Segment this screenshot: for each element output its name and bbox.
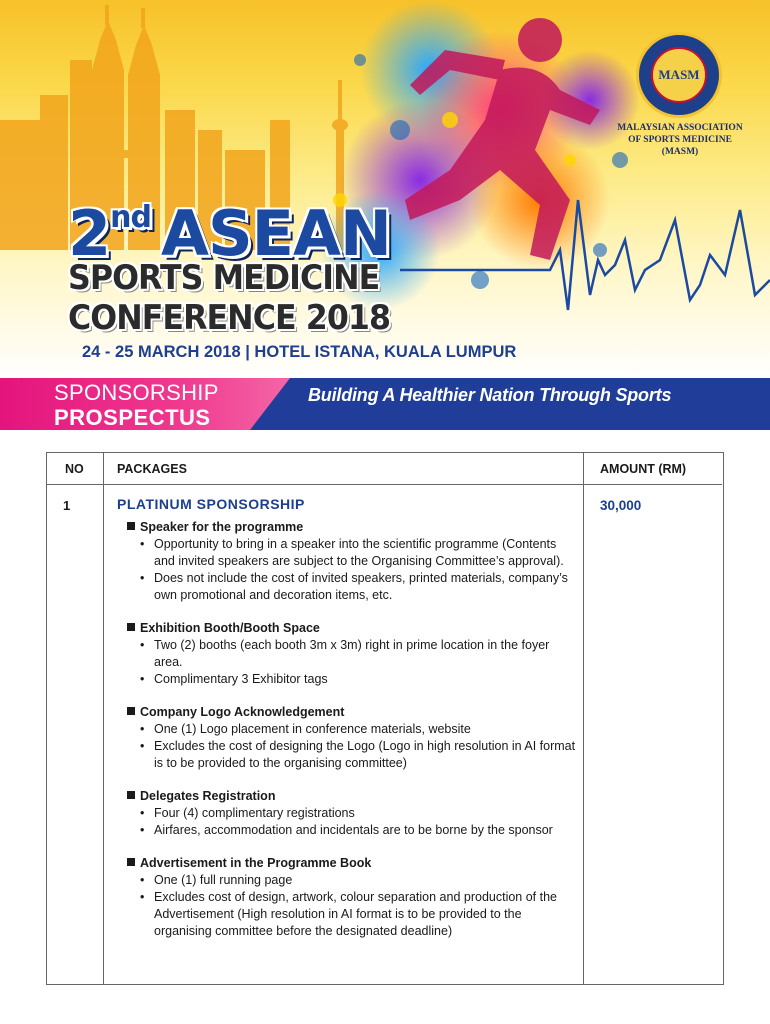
masm-logo-text: MASM (658, 67, 700, 82)
column-header-amount: AMOUNT (RM) (600, 462, 687, 476)
heartbeat-line-illustration (400, 180, 770, 320)
benefit-item: • Four (4) complimentary registrations (140, 805, 577, 822)
benefit-section (127, 788, 577, 839)
benefit-items (140, 805, 577, 839)
benefits-list (127, 519, 577, 956)
benefit-title: Exhibition Booth/Booth Space (140, 621, 320, 635)
conference-title-line2: CONFERENCE 2018 (68, 298, 391, 338)
benefit-item: • Does not include the cost of invited speakers, printed materials, company’s own promotional and decoration items, etc. (140, 570, 577, 604)
ordinal-number: 2 (68, 197, 111, 270)
package-amount: 30,000 (600, 498, 642, 513)
column-divider (103, 453, 104, 984)
masm-emblem (651, 47, 707, 103)
ordinal-suffix: nd (110, 200, 151, 235)
column-header-no: NO (65, 462, 84, 476)
column-divider (583, 453, 584, 984)
benefit-title: Delegates Registration (140, 789, 276, 803)
benefit-section (127, 704, 577, 772)
benefit-item: • One (1) Logo placement in conference materials, website (140, 721, 577, 738)
benefit-item: • Airfares, accommodation and incidentals are to be borne by the sponsor (140, 822, 577, 839)
org-name-line3: (MASM) (661, 147, 699, 157)
benefit-item: • Opportunity to bring in a speaker into the scientific programme (Contents and invited speakers are subject to the Organising Committee’s approval). (140, 536, 577, 570)
benefit-title: Advertisement in the Programme Book (140, 856, 372, 870)
masm-logo (636, 32, 722, 118)
benefit-section (127, 855, 577, 940)
prospectus-label: PROSPECTUS (54, 405, 211, 430)
conference-title-main (68, 182, 391, 270)
benefit-section (127, 519, 577, 604)
benefit-item: • Complimentary 3 Exhibitor tags (140, 671, 577, 688)
square-bullet-icon (127, 707, 135, 715)
event-details: 24 - 25 MARCH 2018 | HOTEL ISTANA, KUALA LUMPUR (82, 343, 517, 361)
benefit-items (140, 536, 577, 604)
org-name (610, 122, 750, 158)
square-bullet-icon (127, 623, 135, 631)
benefit-items (140, 637, 577, 688)
square-bullet-icon (127, 522, 135, 530)
row-number: 1 (63, 498, 71, 513)
org-name-line2: OF SPORTS MEDICINE (628, 135, 732, 145)
column-header-packages: PACKAGES (117, 462, 187, 476)
benefit-title: Company Logo Acknowledgement (140, 705, 345, 719)
benefit-section (127, 620, 577, 688)
benefit-item: • Excludes cost of design, artwork, colour separation and production of the Advertisement (High resolution in AI format is to be provided to the organising committee before the designated deadline) (140, 889, 577, 940)
benefit-title: Speaker for the programme (140, 520, 304, 534)
sponsorship-label: SPONSORSHIP (54, 380, 219, 405)
benefit-items (140, 721, 577, 772)
benefit-item: • One (1) full running page (140, 872, 577, 889)
square-bullet-icon (127, 791, 135, 799)
conference-title-line1: SPORTS MEDICINE (68, 258, 380, 298)
square-bullet-icon (127, 858, 135, 866)
benefit-item: • Excludes the cost of designing the Logo (Logo in high resolution in AI format is to be provided to the organising committee) (140, 738, 577, 772)
benefit-items (140, 872, 577, 940)
package-name: PLATINUM SPONSORSHIP (117, 496, 305, 512)
benefit-item: • Two (2) booths (each booth 3m x 3m) right in prime location in the foyer area. (140, 637, 577, 671)
packages-table (46, 452, 724, 985)
title-word: ASEAN (160, 197, 391, 270)
org-name-line1: MALAYSIAN ASSOCIATION (617, 123, 743, 133)
tagline: Building A Healthier Nation Through Sports (308, 385, 672, 405)
hero-banner (0, 0, 770, 378)
